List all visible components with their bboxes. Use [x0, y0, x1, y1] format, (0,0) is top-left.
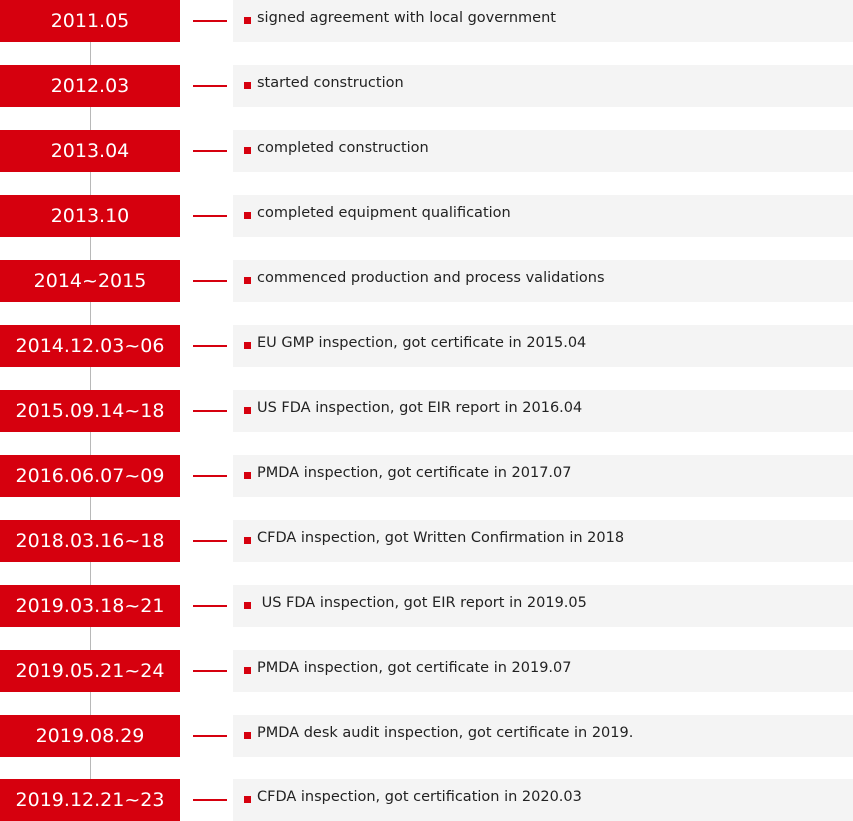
timeline-dash	[193, 215, 227, 217]
timeline-event-text: commenced production and process validations	[257, 270, 605, 286]
square-bullet-icon	[244, 342, 251, 349]
timeline-dash	[193, 540, 227, 542]
timeline-date: 2015.09.14~18	[0, 390, 180, 432]
timeline-dash	[193, 670, 227, 672]
square-bullet-icon	[244, 277, 251, 284]
timeline-event-text: PMDA inspection, got certificate in 2019.07	[257, 660, 572, 676]
timeline-event	[233, 520, 853, 562]
timeline-dash	[193, 345, 227, 347]
timeline-dash	[193, 605, 227, 607]
timeline-row	[0, 0, 853, 42]
square-bullet-icon	[244, 147, 251, 154]
timeline-event-text: started construction	[257, 75, 404, 91]
timeline-row	[0, 520, 853, 562]
timeline-event	[233, 715, 853, 757]
square-bullet-icon	[244, 82, 251, 89]
timeline-row	[0, 130, 853, 172]
timeline-event-text: signed agreement with local government	[257, 10, 556, 26]
timeline-date: 2018.03.16~18	[0, 520, 180, 562]
timeline-date: 2013.04	[0, 130, 180, 172]
timeline-date: 2013.10	[0, 195, 180, 237]
timeline-dash	[193, 799, 227, 801]
timeline-event	[233, 779, 853, 821]
timeline-event	[233, 260, 853, 302]
timeline-row	[0, 65, 853, 107]
square-bullet-icon	[244, 407, 251, 414]
timeline-event	[233, 455, 853, 497]
square-bullet-icon	[244, 537, 251, 544]
timeline-date: 2011.05	[0, 0, 180, 42]
timeline-date: 2019.05.21~24	[0, 650, 180, 692]
timeline-event	[233, 130, 853, 172]
timeline-event	[233, 390, 853, 432]
timeline-row	[0, 260, 853, 302]
timeline-row	[0, 585, 853, 627]
timeline-event-text: CFDA inspection, got Written Confirmation in 2018	[257, 530, 625, 546]
timeline-dash	[193, 280, 227, 282]
timeline-row	[0, 779, 853, 821]
timeline-event	[233, 195, 853, 237]
timeline-dash	[193, 735, 227, 737]
timeline-dash	[193, 150, 227, 152]
timeline-event	[233, 65, 853, 107]
timeline-row	[0, 715, 853, 757]
square-bullet-icon	[244, 667, 251, 674]
timeline-event-text: EU GMP inspection, got certificate in 2015.04	[257, 335, 587, 351]
timeline-row	[0, 195, 853, 237]
timeline-dash	[193, 410, 227, 412]
timeline-event-text: US FDA inspection, got EIR report in 2016.04	[257, 400, 583, 416]
square-bullet-icon	[244, 212, 251, 219]
timeline-event	[233, 0, 853, 42]
timeline-event-text: US FDA inspection, got EIR report in 2019.05	[257, 595, 587, 611]
timeline-row	[0, 390, 853, 432]
timeline-date: 2019.12.21~23	[0, 779, 180, 821]
square-bullet-icon	[244, 602, 251, 609]
timeline-date: 2012.03	[0, 65, 180, 107]
timeline-event-text: CFDA inspection, got certification in 2020.03	[257, 789, 582, 805]
square-bullet-icon	[244, 17, 251, 24]
timeline-date: 2014.12.03~06	[0, 325, 180, 367]
timeline-dash	[193, 20, 227, 22]
square-bullet-icon	[244, 796, 251, 803]
timeline-event	[233, 585, 853, 627]
timeline-event-text: completed equipment qualification	[257, 205, 511, 221]
square-bullet-icon	[244, 732, 251, 739]
timeline-date: 2016.06.07~09	[0, 455, 180, 497]
timeline-row	[0, 325, 853, 367]
timeline-event-text: PMDA desk audit inspection, got certificate in 2019.	[257, 725, 634, 741]
timeline-event-text: PMDA inspection, got certificate in 2017.07	[257, 465, 572, 481]
square-bullet-icon	[244, 472, 251, 479]
timeline-date: 2019.03.18~21	[0, 585, 180, 627]
timeline-row	[0, 650, 853, 692]
timeline-date: 2014~2015	[0, 260, 180, 302]
timeline-event-text: completed construction	[257, 140, 429, 156]
timeline-event	[233, 325, 853, 367]
timeline-event	[233, 650, 853, 692]
timeline-row	[0, 455, 853, 497]
timeline-dash	[193, 475, 227, 477]
timeline-dash	[193, 85, 227, 87]
timeline-date: 2019.08.29	[0, 715, 180, 757]
